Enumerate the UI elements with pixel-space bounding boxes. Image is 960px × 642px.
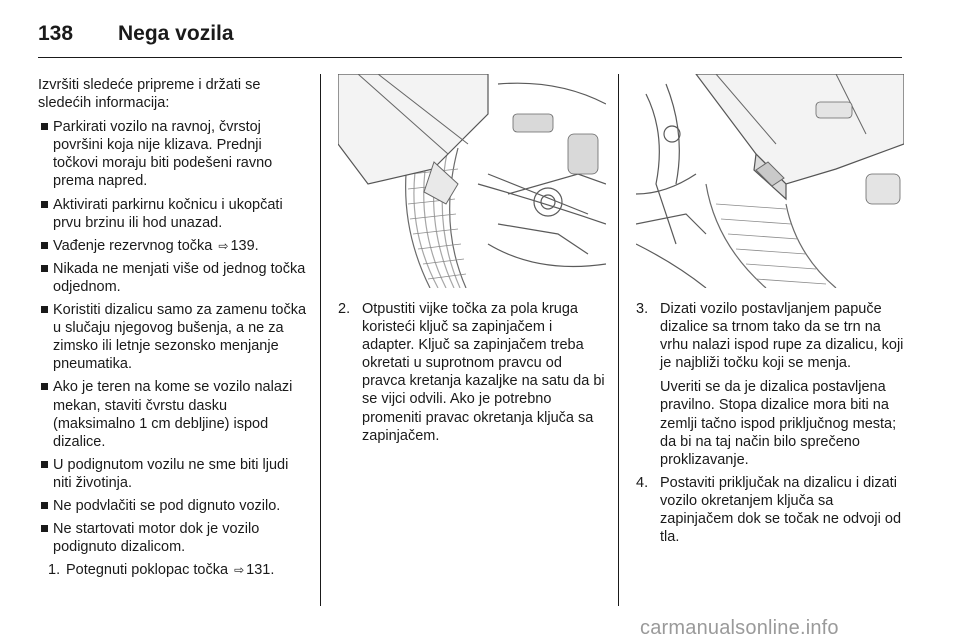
step-note: Uveriti se da je dizalica postavljena pravilno. Stopa dizalice mora biti na zemlji tačno ispod priključnog mesta; da bi na taj način bilo sprečeno proklizavanje. (660, 379, 897, 468)
intro-text: Izvršiti sledeće pripreme i držati se sledećih informacija: (38, 77, 261, 112)
steps-list (338, 300, 606, 445)
reference-arrow-icon: ⇨ (218, 238, 229, 253)
step-1: 1. Potegnuti poklopac točka ⇨ 131. (48, 562, 275, 579)
step-number: 3. (636, 301, 649, 317)
step-number: 2. (338, 301, 351, 317)
page-header (38, 14, 902, 54)
step-3: 3. Dizati vozilo postavljanjem papuče dizalice sa trnom tako da se trn na vrhu nalazi ispod rupe za dizalicu, koji je najbliži točku koji se menja. Uveriti se da je dizalica postavljena pravilno. Stopa dizalice mora biti na zemlji tačno ispod priključnog mesta; da bi na taj način bilo sprečeno proklizavanje. (636, 301, 904, 468)
step-4: 4. Postaviti priključak na dizalicu i dizati vozilo okretanjem ključa sa zapinjačem dok se točak ne odvoji od tla. (636, 474, 902, 546)
list-item: Ako je teren na kome se vozilo nalazi mekan, staviti čvrstu dasku (maksimalno 1 cm debljine) ispod dizalice. (38, 378, 310, 450)
list-item: Nikada ne menjati više od jednog točka odjednom. (38, 260, 310, 296)
list-item: Ne startovati motor dok je vozilo podignuto dizalicom. (38, 520, 310, 556)
step-2: 2. Otpustiti vijke točka za pola kruga koristeći ključ sa zapinjačem i adapter. Ključ sa zapinjačem treba okretati u suprotnom pravcu od pravca kretanja kazaljke na satu da bi se vijci odvili. Ako je potrebno promeniti pravac okretanja ključa sa zapinjačem. (338, 301, 605, 444)
page-number: 138 (38, 22, 74, 45)
page-reference-link[interactable]: 139. (230, 237, 259, 254)
list-item: U podignutom vozilu ne sme biti ljudi niti životinja. (38, 456, 310, 492)
step-number: 4. (636, 474, 649, 491)
list-item: Parkirati vozilo na ravnoj, čvrstoj površini koja nije klizava. Prednji točkovi moraju biti podešeni ravno prema napred. (38, 118, 310, 190)
column-preparation (38, 76, 310, 584)
list-item: Aktivirati parkirnu kočnicu i ukopčati prvu brzinu ili hod unazad. (38, 196, 310, 232)
precautions-list (38, 118, 310, 556)
list-item: Vađenje rezervnog točka ⇨ 139. (38, 237, 310, 255)
header-rule (38, 57, 902, 58)
steps-list (38, 561, 310, 579)
page-reference-link[interactable]: 131. (246, 562, 275, 579)
column-step-2 (338, 300, 606, 450)
list-item: Koristiti dizalicu samo za zamenu točka u slučaju njegovog bušenja, a ne za zimsko ili letnje sezonsko menjanje pneumatika. (38, 301, 310, 373)
reference-arrow-icon: ⇨ (234, 563, 245, 578)
column-steps-3-4 (636, 300, 904, 551)
chapter-title: Nega vozila (118, 22, 234, 45)
watermark: carmanualsonline.info (640, 617, 839, 639)
step-number: 1. (48, 562, 61, 579)
illustration-wheel-bolts (338, 74, 606, 288)
list-item: Ne podvlačiti se pod dignuto vozilo. (38, 497, 310, 515)
steps-list (636, 300, 904, 546)
column-divider (320, 74, 321, 606)
column-divider (618, 74, 619, 606)
illustration-jack-position (636, 74, 904, 288)
